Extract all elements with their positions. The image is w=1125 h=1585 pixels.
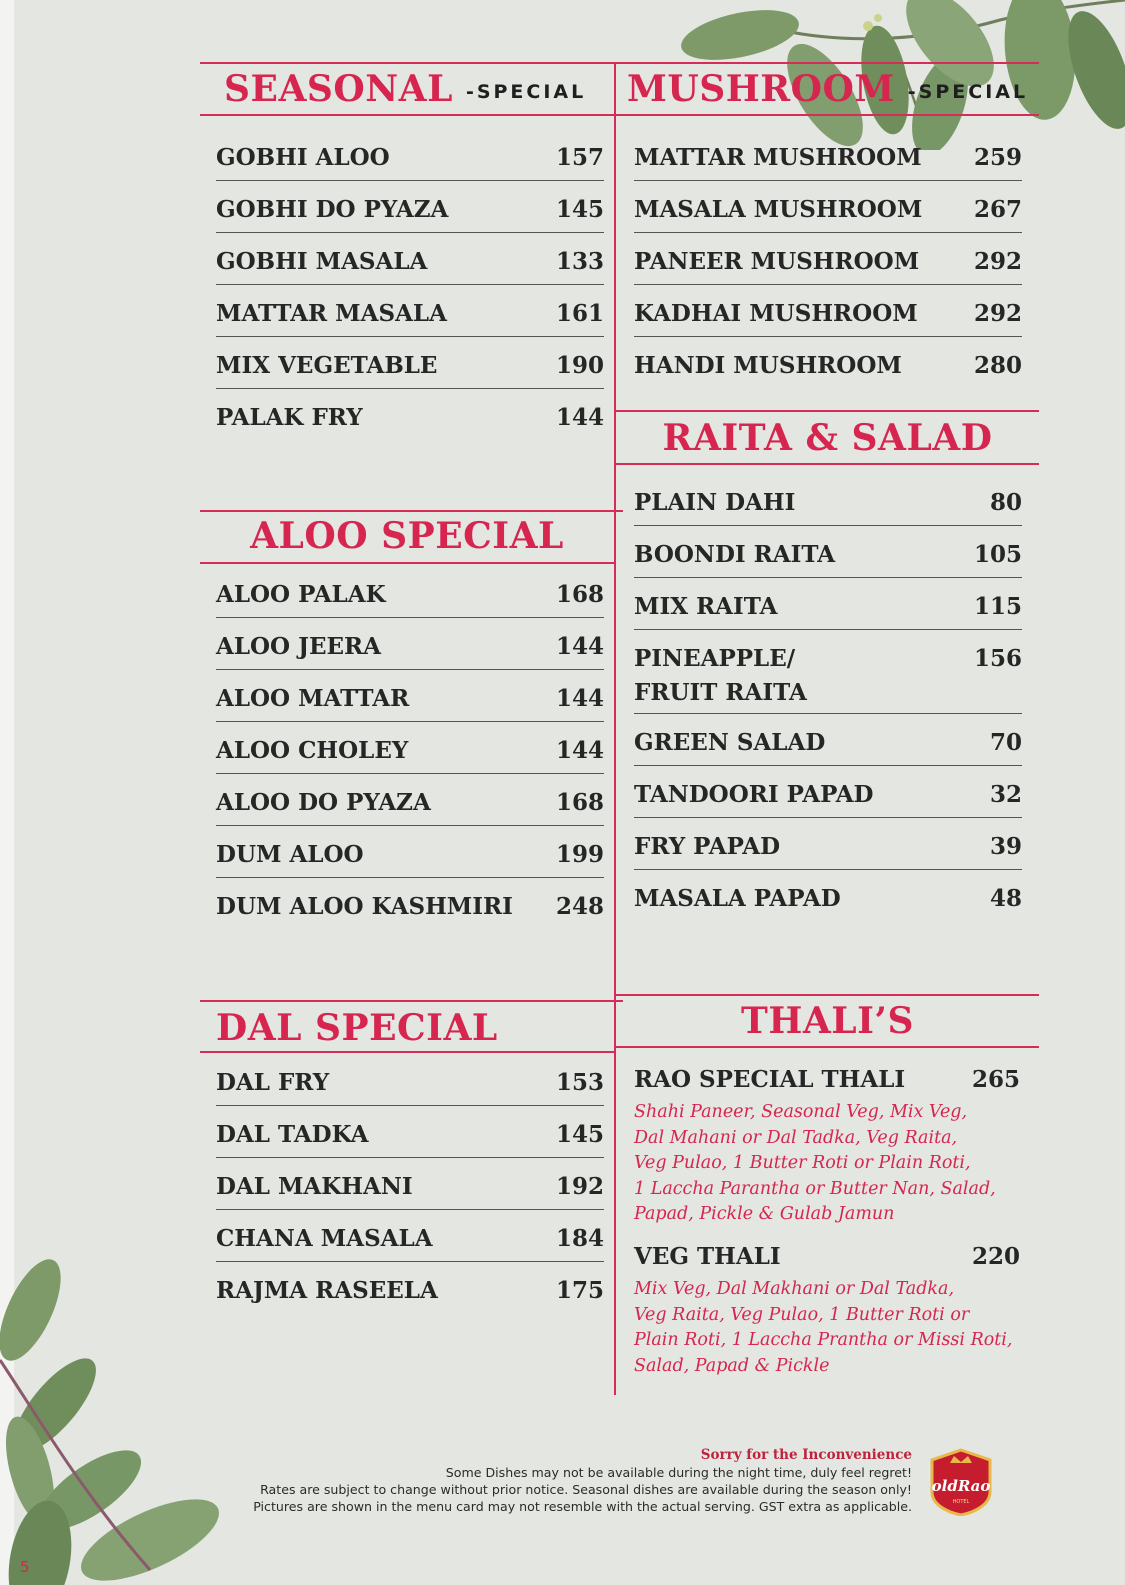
item-price: 248	[555, 893, 604, 920]
item-name: RAJMA RASEELA	[216, 1277, 438, 1304]
item-price: 153	[555, 1069, 604, 1096]
item-name: FRY PAPAD	[634, 833, 781, 860]
menu-item	[634, 870, 1022, 922]
menu-item	[634, 337, 1022, 389]
notice-heading: Sorry for the Inconvenience	[700, 1447, 912, 1463]
item-name: HANDI MUSHROOM	[634, 352, 902, 379]
item-price: 259	[973, 144, 1022, 171]
menu-list-seasonal	[216, 129, 604, 441]
section-rule	[616, 1046, 1039, 1048]
column-divider	[614, 62, 616, 1395]
notice-line: Some Dishes may not be available during the night time, duly feel regret!	[445, 1465, 912, 1480]
section-subtitle: -SPECIAL	[465, 81, 587, 103]
menu-list-dal	[216, 1054, 604, 1314]
section-rule	[200, 1000, 623, 1002]
item-price: 156	[973, 645, 1022, 672]
item-price: 144	[555, 685, 604, 712]
section-title-raita: RAITA & SALAD	[662, 417, 993, 459]
item-price: 280	[973, 352, 1022, 379]
item-price: 145	[555, 1121, 604, 1148]
menu-item	[634, 233, 1022, 285]
item-name: DUM ALOO	[216, 841, 364, 868]
menu-item	[216, 566, 604, 618]
menu-item	[216, 181, 604, 233]
hotel-logo	[926, 1448, 996, 1516]
menu-item	[216, 618, 604, 670]
page-number: 5	[20, 1558, 30, 1576]
item-name: TANDOORI PAPAD	[634, 781, 874, 808]
item-price: 175	[555, 1277, 604, 1304]
logo-tagline: HOTEL	[952, 1499, 970, 1505]
section-rule	[200, 1051, 614, 1053]
item-name: ALOO PALAK	[216, 581, 386, 608]
menu-list-raita	[634, 474, 1022, 922]
menu-item	[216, 826, 604, 878]
section-title-text: SEASONAL	[224, 68, 453, 110]
item-price: 48	[989, 885, 1022, 912]
item-price: 70	[989, 729, 1022, 756]
item-price: 144	[555, 737, 604, 764]
item-name: BOONDI RAITA	[634, 541, 836, 568]
menu-list-aloo	[216, 566, 604, 930]
item-price: 265	[971, 1066, 1020, 1093]
item-price: 32	[989, 781, 1022, 808]
section-rule	[616, 994, 1039, 996]
item-description: Mix Veg, Dal Makhani or Dal Tadka, Veg Raita, Veg Pulao, 1 Butter Roti or Plain Roti, 1 Laccha Prantha or Missi Roti, Salad, Papad & Pickle	[634, 1279, 1013, 1376]
menu-item	[634, 181, 1022, 233]
thali-item	[634, 1066, 1024, 1226]
menu-item	[216, 233, 604, 285]
item-name: GOBHI ALOO	[216, 144, 390, 171]
item-price: 105	[973, 541, 1022, 568]
section-subtitle: -SPECIAL	[907, 81, 1029, 103]
menu-item	[216, 878, 604, 930]
logo-text: oldRao	[931, 1477, 991, 1495]
item-name: DUM ALOO KASHMIRI	[216, 893, 513, 920]
item-name: CHANA MASALA	[216, 1225, 433, 1252]
section-rule	[200, 62, 614, 64]
item-name: PANEER MUSHROOM	[634, 248, 920, 275]
item-name: KADHAI MUSHROOM	[634, 300, 918, 327]
section-title-aloo: ALOO SPECIAL	[250, 515, 564, 557]
item-description: Shahi Paneer, Seasonal Veg, Mix Veg, Dal Mahani or Dal Tadka, Veg Raita, Veg Pulao, 1 Butter Roti or Plain Roti, 1 Laccha Parantha or Butter Nan, Salad, Papad, Pickle & Gulab Jamun	[634, 1102, 996, 1224]
menu-item	[216, 722, 604, 774]
notice-line: Pictures are shown in the menu card may not resemble with the actual serving. GST extra as applicable.	[253, 1499, 912, 1514]
item-price: 220	[971, 1243, 1020, 1270]
item-name: PINEAPPLE/	[634, 645, 796, 672]
item-price: 133	[555, 248, 604, 275]
section-rule	[616, 410, 1039, 412]
item-price: 145	[555, 196, 604, 223]
item-name: DAL MAKHANI	[216, 1173, 413, 1200]
menu-item	[216, 670, 604, 722]
item-price: 292	[973, 300, 1022, 327]
section-rule	[200, 510, 623, 512]
menu-item	[634, 129, 1022, 181]
item-price: 144	[555, 404, 604, 431]
notice-line: Rates are subject to change without prior notice. Seasonal dishes are available during the season only!	[260, 1482, 912, 1497]
item-price: 184	[555, 1225, 604, 1252]
item-name: VEG THALI	[634, 1243, 781, 1270]
menu-item	[216, 285, 604, 337]
item-price: 292	[973, 248, 1022, 275]
item-price: 39	[989, 833, 1022, 860]
menu-item	[634, 766, 1022, 818]
item-name: GOBHI MASALA	[216, 248, 428, 275]
section-rule	[200, 114, 614, 116]
item-name: GREEN SALAD	[634, 729, 826, 756]
menu-item	[216, 389, 604, 441]
item-name: ALOO JEERA	[216, 633, 381, 660]
menu-item	[216, 1106, 604, 1158]
item-name: ALOO CHOLEY	[216, 737, 409, 764]
menu-item	[634, 578, 1022, 630]
section-title-thalis: THALI’S	[741, 1000, 914, 1042]
menu-item	[634, 474, 1022, 526]
menu-item	[216, 1262, 604, 1314]
section-title-dal: DAL SPECIAL	[216, 1007, 498, 1049]
item-price: 80	[989, 489, 1022, 516]
item-price: 192	[555, 1173, 604, 1200]
menu-item	[216, 1054, 604, 1106]
menu-item	[216, 337, 604, 389]
footer-notice	[253, 1447, 912, 1515]
item-price: 267	[973, 196, 1022, 223]
item-name: ALOO DO PYAZA	[216, 789, 431, 816]
item-price: 144	[555, 633, 604, 660]
menu-item	[634, 630, 1022, 714]
item-name: MATTAR MASALA	[216, 300, 447, 327]
item-name: PALAK FRY	[216, 404, 363, 431]
section-rule	[616, 463, 1039, 465]
item-price: 168	[555, 581, 604, 608]
item-price: 190	[555, 352, 604, 379]
item-name: MASALA PAPAD	[634, 885, 841, 912]
section-title-mushroom	[627, 69, 1028, 112]
item-name-line2: FRUIT RAITA	[634, 679, 807, 706]
item-price: 157	[555, 144, 604, 171]
item-name: MIX RAITA	[634, 593, 778, 620]
menu-item	[634, 714, 1022, 766]
item-name: GOBHI DO PYAZA	[216, 196, 449, 223]
item-name: PLAIN DAHI	[634, 489, 796, 516]
item-name: MASALA MUSHROOM	[634, 196, 923, 223]
item-name: MIX VEGETABLE	[216, 352, 438, 379]
menu-list-mushroom	[634, 129, 1022, 389]
item-name: MATTAR MUSHROOM	[634, 144, 922, 171]
thali-item	[634, 1243, 1024, 1383]
item-price: 161	[555, 300, 604, 327]
menu-item	[216, 774, 604, 826]
section-title-seasonal	[224, 69, 586, 112]
menu-item	[634, 526, 1022, 578]
item-price: 115	[973, 593, 1022, 620]
menu-item	[634, 818, 1022, 870]
section-rule	[616, 62, 1039, 64]
item-name: RAO SPECIAL THALI	[634, 1066, 906, 1093]
menu-item	[216, 129, 604, 181]
menu-item	[216, 1210, 604, 1262]
item-price: 168	[555, 789, 604, 816]
item-name: DAL TADKA	[216, 1121, 369, 1148]
menu-item	[216, 1158, 604, 1210]
section-title-text: MUSHROOM	[627, 68, 895, 110]
item-name: ALOO MATTAR	[216, 685, 410, 712]
section-rule	[616, 114, 1039, 116]
section-rule	[200, 562, 614, 564]
item-name: DAL FRY	[216, 1069, 330, 1096]
menu-item	[634, 285, 1022, 337]
item-price: 199	[555, 841, 604, 868]
